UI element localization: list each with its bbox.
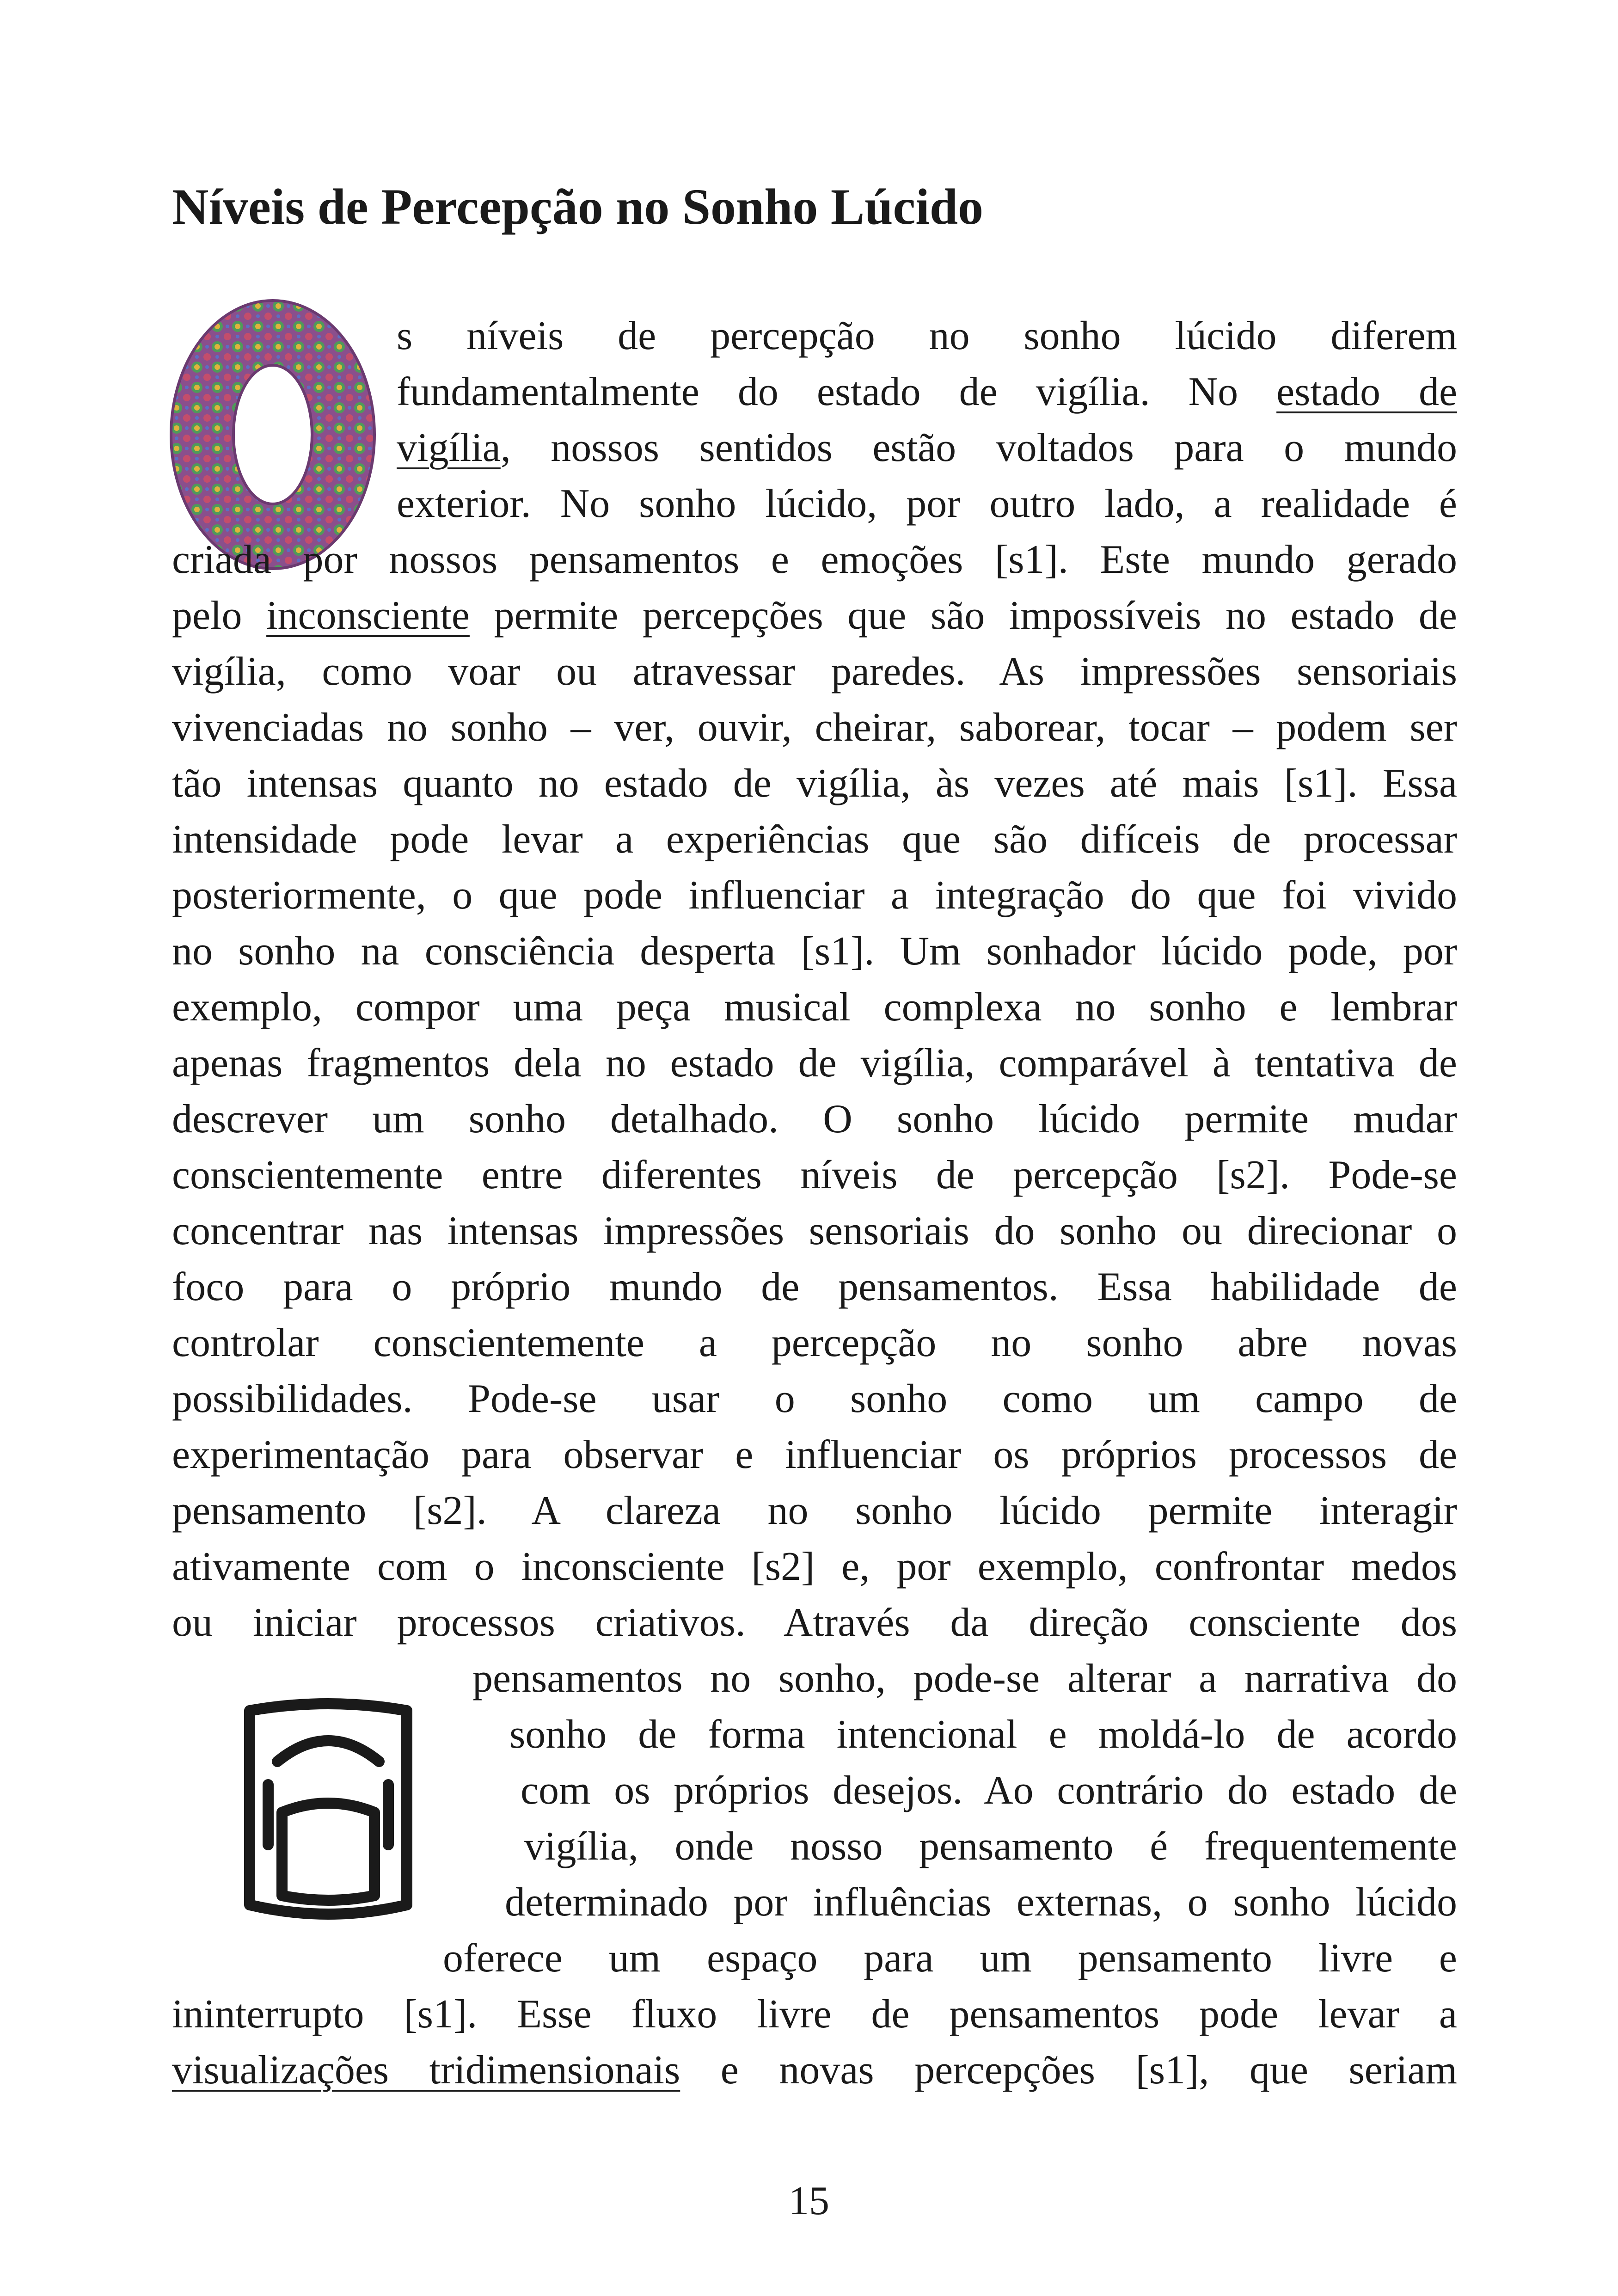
text-run: ou iniciar processos criativos. Através da direção consciente dos	[172, 1600, 1457, 1645]
page-title: Níveis de Percepção no Sonho Lúcido	[172, 178, 984, 235]
text-run: com os próprios desejos. Ao contrário do estado de	[521, 1768, 1457, 1813]
text-run: experimentação para observar e influenciar os próprios processos de	[172, 1432, 1457, 1477]
text-line	[172, 867, 1457, 923]
text-run: no sonho na consciência desperta [s1]. Um sonhador lúcido pode, por	[172, 929, 1457, 974]
text-line	[172, 2042, 1457, 2098]
text-line	[172, 1483, 1457, 1539]
text-line	[524, 1818, 1457, 1874]
glossary-link[interactable]: inconsciente	[266, 593, 470, 638]
cylinder-line-icon	[222, 1692, 435, 1933]
glossary-link[interactable]: visualizações tridimensionais	[172, 2048, 680, 2093]
text-line	[172, 755, 1457, 811]
text-run: pensamento [s2]. A clareza no sonho lúcido permite interagir	[172, 1488, 1457, 1533]
text-run: vivenciadas no sonho – ver, ouvir, cheirar, saborear, tocar – podem ser	[172, 705, 1457, 750]
text-run: vigília, como voar ou atravessar paredes. As impressões sensoriais	[172, 649, 1457, 694]
text-run: concentrar nas intensas impressões sensoriais do sonho ou direcionar o	[172, 1209, 1457, 1253]
text-run: pensamentos no sonho, pode-se alterar a narrativa do	[472, 1656, 1457, 1701]
text-line	[172, 532, 1457, 588]
text-run: possibilidades. Pode-se usar o sonho como um campo de	[172, 1376, 1457, 1421]
text-line	[172, 1595, 1457, 1651]
text-line	[172, 1259, 1457, 1315]
text-run: exterior. No sonho lúcido, por outro lado, a realidade é	[397, 481, 1457, 526]
text-run: sonho de forma intencional e moldá-lo de acordo	[509, 1712, 1457, 1757]
page-number: 15	[789, 2179, 829, 2223]
text-run: posteriormente, o que pode influenciar a integração do que foi vivido	[172, 873, 1457, 918]
text-line	[443, 1930, 1457, 1986]
text-run: s níveis de percepção no sonho lúcido diferem	[397, 313, 1457, 358]
text-run: ativamente com o inconsciente [s2] e, por exemplo, confrontar medos	[172, 1544, 1457, 1589]
text-run: e novas percepções [s1], que seriam	[680, 2048, 1458, 2093]
text-run: determinado por influências externas, o sonho lúcido	[505, 1880, 1457, 1925]
text-run: conscientemente entre diferentes níveis de percepção [s2]. Pode-se	[172, 1153, 1457, 1197]
text-line	[172, 1315, 1457, 1371]
text-run: apenas fragmentos dela no estado de vigília, comparável à tentativa de	[172, 1041, 1457, 1086]
text-run: oferece um espaço para um pensamento livre e	[443, 1936, 1457, 1981]
text-run: , nossos sentidos estão voltados para o mundo	[500, 425, 1457, 470]
text-line	[397, 308, 1457, 364]
text-line	[172, 700, 1457, 755]
text-line	[172, 1986, 1457, 2042]
text-line	[172, 588, 1457, 644]
text-line	[397, 476, 1457, 532]
text-run: ininterrupto [s1]. Esse fluxo livre de pensamentos pode levar a	[172, 1992, 1457, 2037]
text-run: criada por nossos pensamentos e emoções [s1]. Este mundo gerado	[172, 537, 1457, 582]
text-line	[172, 979, 1457, 1035]
text-line	[172, 1147, 1457, 1203]
text-line	[472, 1651, 1457, 1707]
text-run: pelo	[172, 593, 267, 638]
text-line	[505, 1874, 1457, 1930]
text-run: descrever um sonho detalhado. O sonho lúcido permite mudar	[172, 1097, 1457, 1142]
text-line	[521, 1762, 1457, 1818]
text-run: tão intensas quanto no estado de vigília, às vezes até mais [s1]. Essa	[172, 761, 1457, 806]
text-line	[172, 1427, 1457, 1483]
text-line	[172, 1371, 1457, 1427]
text-line	[509, 1707, 1457, 1762]
text-run: vigília, onde nosso pensamento é frequentemente	[524, 1824, 1457, 1869]
text-line	[172, 644, 1457, 700]
glossary-link[interactable]: vigília	[397, 425, 501, 470]
text-run: controlar conscientemente a percepção no sonho abre novas	[172, 1320, 1457, 1365]
text-run: exemplo, compor uma peça musical complexa no sonho e lembrar	[172, 985, 1457, 1030]
text-line	[172, 1035, 1457, 1091]
text-line	[172, 1203, 1457, 1259]
text-line	[172, 1539, 1457, 1595]
text-run: fundamentalmente do estado de vigília. No	[397, 369, 1277, 414]
text-line	[172, 811, 1457, 867]
text-run: foco para o próprio mundo de pensamentos. Essa habilidade de	[172, 1265, 1457, 1309]
text-line	[397, 364, 1457, 420]
text-run: intensidade pode levar a experiências que são difíceis de processar	[172, 817, 1457, 862]
text-line	[397, 420, 1457, 476]
text-line	[172, 923, 1457, 979]
text-line	[172, 1091, 1457, 1147]
text-run: permite percepções que são impossíveis no estado de	[469, 593, 1457, 638]
glossary-link[interactable]: estado de	[1276, 369, 1457, 414]
